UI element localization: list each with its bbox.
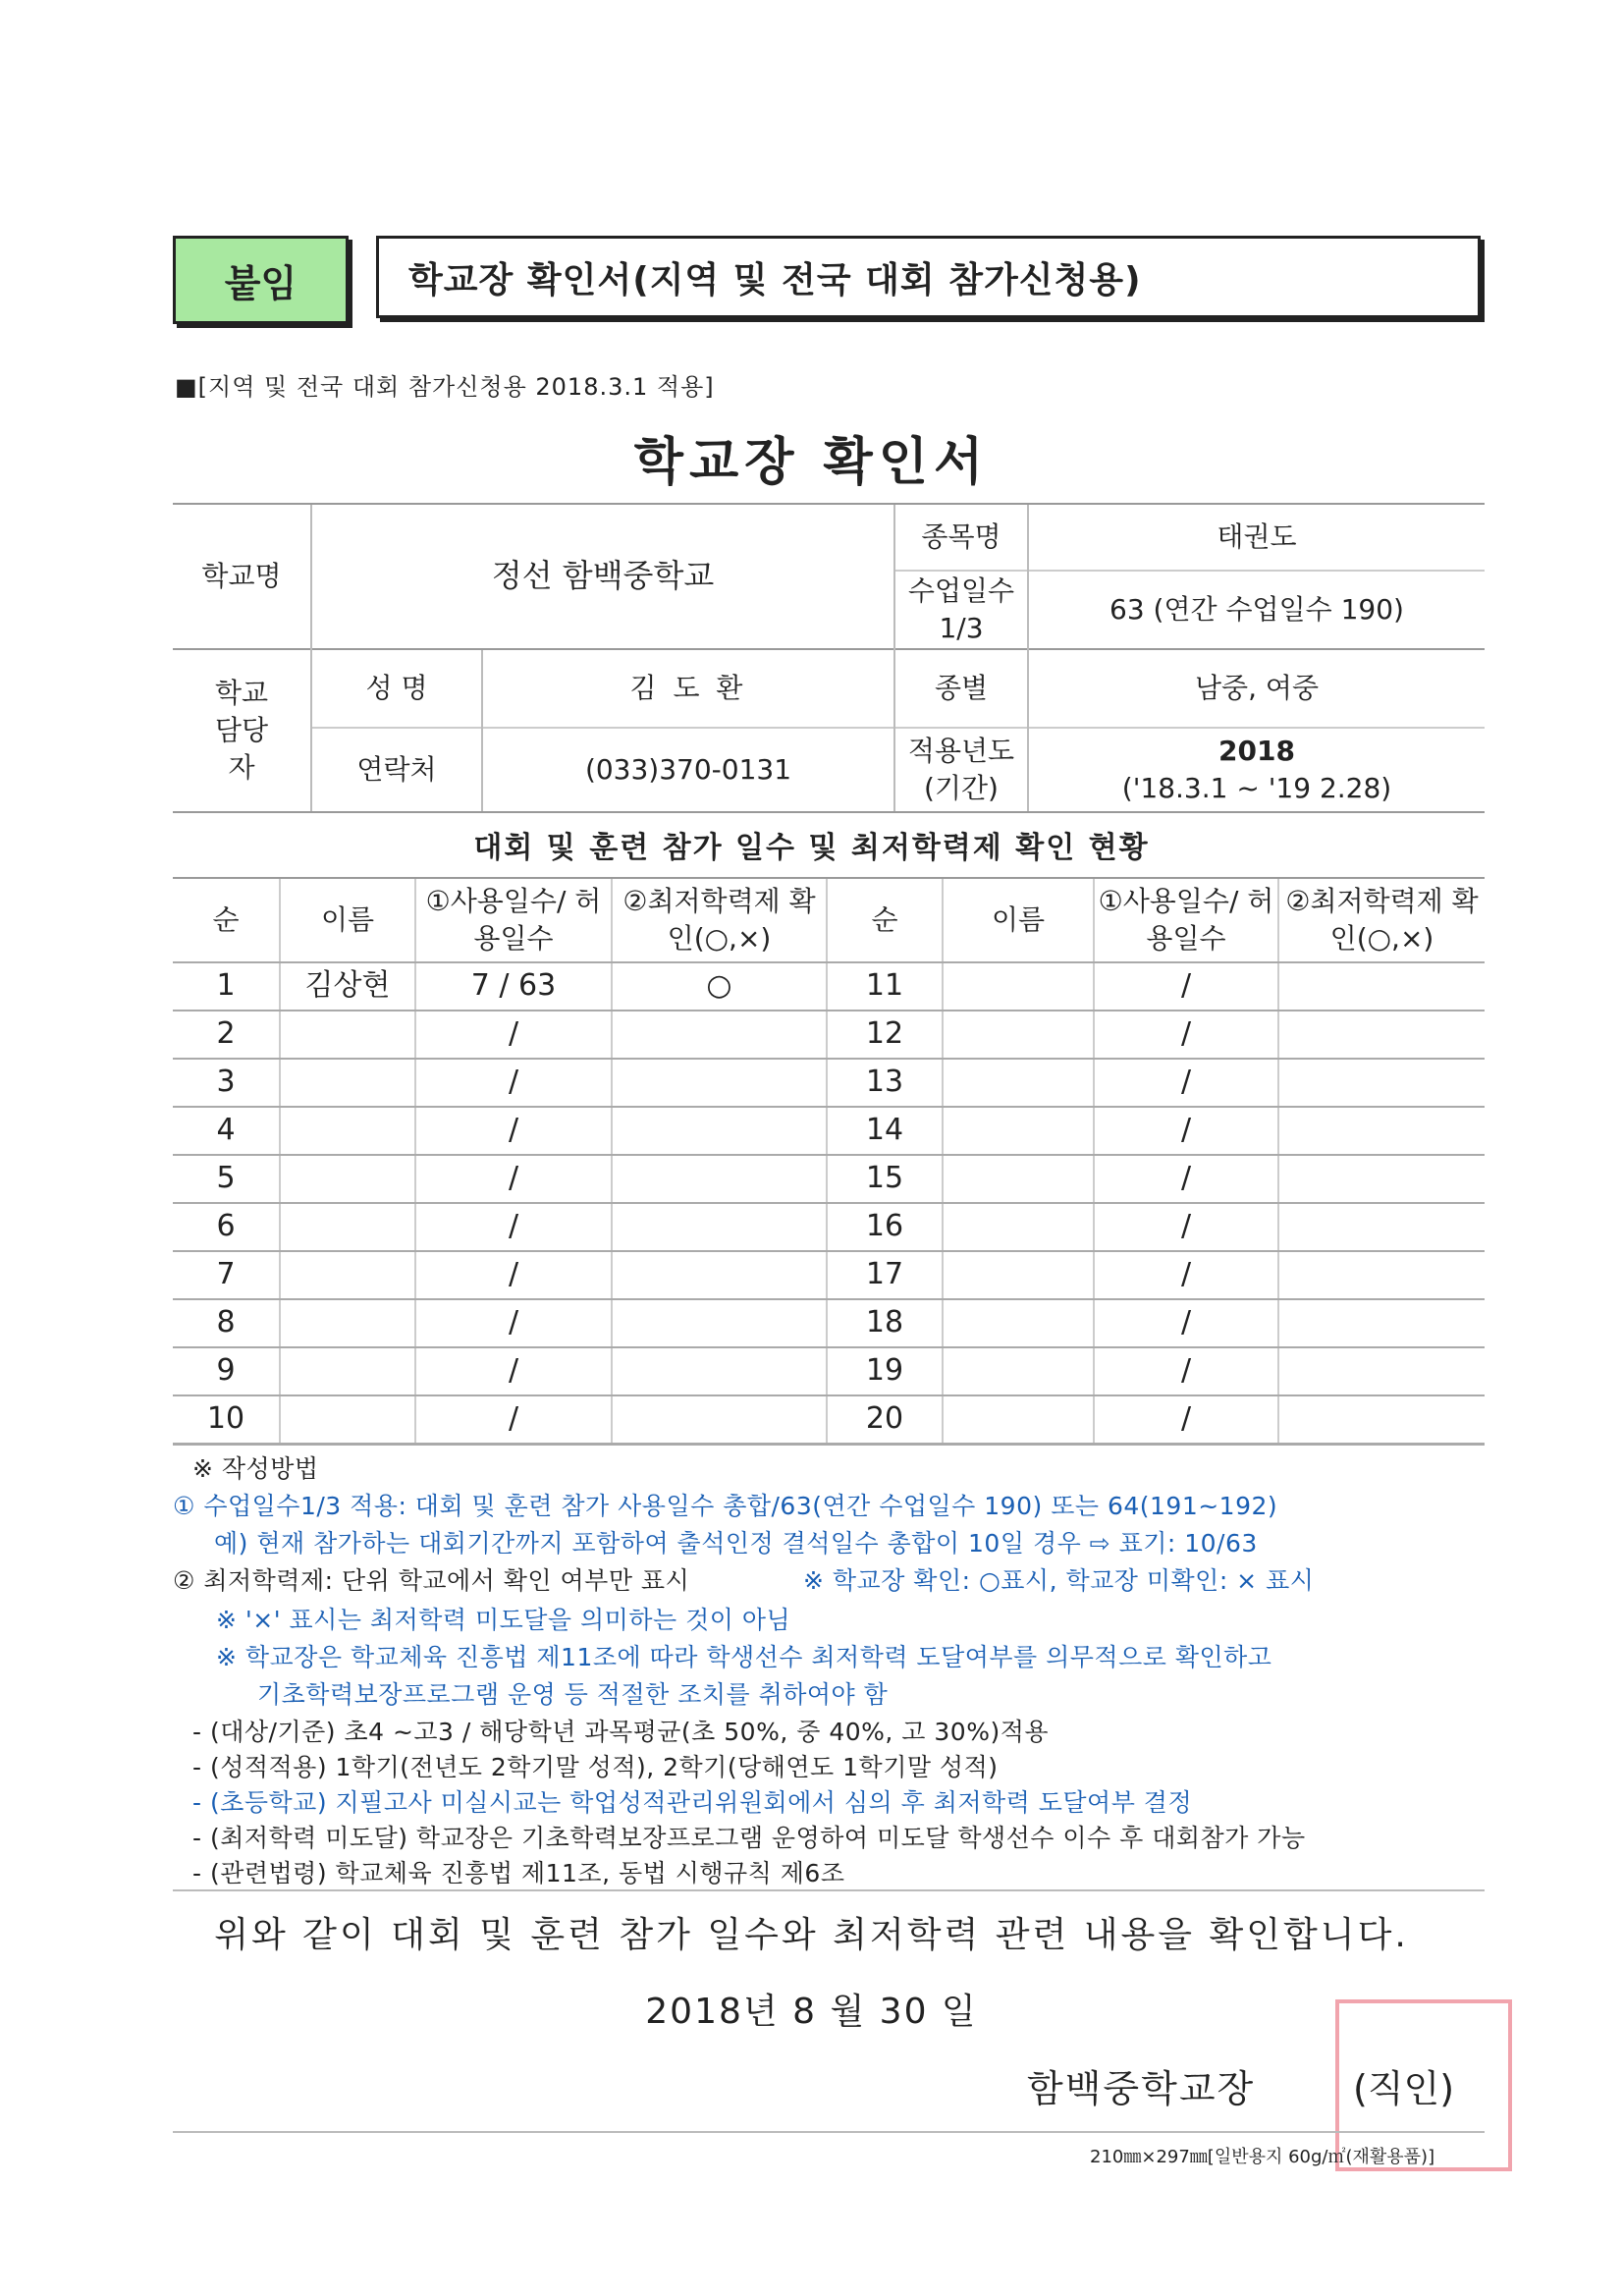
student-name-cell (281, 1060, 416, 1106)
use-days-cell: / (416, 1108, 613, 1154)
use-days-cell: / (416, 1060, 613, 1106)
use-days-cell: / (1095, 1348, 1279, 1394)
document-title: 학교장 확인서 (633, 433, 990, 492)
bullet-2: - (성적적용) 1학기(전년도 2학기말 성적), 2학기(당해연도 1학기말 성적) (192, 1753, 999, 1781)
bullet-4: - (최저학력 미도달) 학교장은 기초학력보장프로그램 운영하여 미도달 학생선수 이수 후 대회참가 가능 (192, 1824, 1306, 1852)
student-name-cell (944, 1156, 1095, 1202)
header-title: 학교장 확인서(지역 및 전국 대회 참가신청용) (408, 259, 1142, 301)
row-number-cell: 1 (173, 963, 281, 1010)
use-days-cell: / (1095, 1011, 1279, 1058)
student-name-cell (944, 1060, 1095, 1106)
achievement-check-cell (1279, 1396, 1485, 1443)
row-number-cell: 9 (173, 1348, 281, 1394)
row-number-cell: 4 (173, 1108, 281, 1154)
use-days-cell: / (1095, 1108, 1279, 1154)
use-days-cell: / (1095, 1156, 1279, 1202)
table-row (173, 963, 1485, 1011)
note-2b: ※ 학교장 확인: ○표시, 학교장 미확인: × 표시 (803, 1566, 1315, 1595)
use-days-cell: / (1095, 1300, 1279, 1346)
student-name-cell (281, 1348, 416, 1394)
table-row (173, 1396, 1485, 1445)
contact-value: (033)370-0131 (584, 753, 792, 787)
student-name-cell (281, 1396, 416, 1443)
row-number-cell: 14 (828, 1108, 944, 1154)
header-name: 이름 (944, 879, 1095, 961)
use-days-cell: / (416, 1156, 613, 1202)
row-number-cell: 6 (173, 1204, 281, 1250)
year-value: 2018 (1218, 735, 1295, 768)
achievement-check-cell (1279, 1300, 1485, 1346)
note-3: ※ '×' 표시는 최저학력 미도달을 의미하는 것이 아님 (216, 1606, 791, 1634)
table-row (173, 1011, 1485, 1060)
student-name-cell (281, 1252, 416, 1298)
achievement-check-cell (1279, 1204, 1485, 1250)
header-check: ②최저학력제 확인(○,×) (613, 879, 828, 961)
section-title: 대회 및 훈련 참가 일수 및 최저학력제 확인 현황 (473, 831, 1150, 865)
use-days-cell: / (1095, 1252, 1279, 1298)
use-days-cell: 7 / 63 (416, 963, 613, 1010)
event-value: 태권도 (1217, 520, 1297, 554)
achievement-check-cell (1279, 1252, 1485, 1298)
use-days-cell: / (1095, 963, 1279, 1010)
category-value: 남중, 여중 (1195, 672, 1319, 705)
days-label: 수업일수 1/3 (907, 574, 1015, 644)
achievement-check-cell (613, 1060, 828, 1106)
use-days-cell: / (416, 1252, 613, 1298)
note-1b: 예) 현재 참가하는 대회기간까지 포함하여 출석인정 결석일수 총합이 10일 경우 ⇨ 표기: 10/63 (214, 1529, 1258, 1558)
student-name-cell (281, 1156, 416, 1202)
roster-body (173, 963, 1485, 1445)
name-value: 김 도 환 (629, 672, 747, 705)
table-row (173, 1348, 1485, 1396)
achievement-check-cell (613, 1252, 828, 1298)
use-days-cell: / (1095, 1060, 1279, 1106)
achievement-check-cell (1279, 1011, 1485, 1058)
seal-label: (직인) (1353, 2067, 1455, 2110)
row-number-cell: 11 (828, 963, 944, 1010)
row-number-cell: 16 (828, 1204, 944, 1250)
student-name-cell (944, 1396, 1095, 1443)
achievement-check-cell (613, 1300, 828, 1346)
header-use-days: ①사용일수/ 허용일수 (416, 879, 613, 961)
achievement-check-cell (1279, 1348, 1485, 1394)
school-label: 학교명 (201, 560, 282, 593)
student-name-cell (944, 1348, 1095, 1394)
info-divider (173, 811, 1485, 813)
row-number-cell: 12 (828, 1011, 944, 1058)
student-name-cell (944, 1204, 1095, 1250)
achievement-check-cell (1279, 963, 1485, 1010)
student-name-cell (944, 1252, 1095, 1298)
table-row (173, 1060, 1485, 1108)
category-label: 종별 (934, 672, 989, 705)
note-4b: 기초학력보장프로그램 운영 등 적절한 조치를 취하여야 함 (257, 1680, 889, 1709)
student-name-cell (944, 1011, 1095, 1058)
student-name-cell (944, 1300, 1095, 1346)
principal-name: 함백중학교장 (1027, 2067, 1256, 2110)
achievement-check-cell (1279, 1156, 1485, 1202)
use-days-cell: / (416, 1204, 613, 1250)
paper-spec-footer: 210㎜×297㎜[일반용지 60g/㎡(재활용품)] (1090, 2147, 1435, 2167)
row-number-cell: 7 (173, 1252, 281, 1298)
bullet-3: - (초등학교) 지필고사 미실시교는 학업성적관리위원회에서 심의 후 최저학력 도달여부 결정 (192, 1788, 1193, 1817)
table-row (173, 1156, 1485, 1204)
use-days-cell: / (416, 1348, 613, 1394)
student-name-cell (281, 1300, 416, 1346)
bullet-5: - (관련법령) 학교체육 진흥법 제11조, 동법 시행규칙 제6조 (192, 1859, 845, 1887)
subheader: ■[지역 및 전국 대회 참가신청용 2018.3.1 적용] (175, 373, 715, 401)
use-days-cell: / (1095, 1396, 1279, 1443)
table-row (173, 1108, 1485, 1156)
row-number-cell: 2 (173, 1011, 281, 1058)
note-2a: ② 최저학력제: 단위 학교에서 확인 여부만 표시 (173, 1566, 690, 1595)
use-days-cell: / (416, 1011, 613, 1058)
bullet-1: - (대상/기준) 초4 ~고3 / 해당학년 과목평균(초 50%, 중 40%, 고 30%)적용 (192, 1718, 1049, 1746)
contact-label: 연락처 (356, 753, 437, 787)
row-number-cell: 13 (828, 1060, 944, 1106)
notes-title: ※ 작성방법 (192, 1454, 319, 1483)
student-name-cell (281, 1011, 416, 1058)
year-label: 적용년도 (기간) (907, 735, 1015, 804)
note-4a: ※ 학교장은 학교체육 진흥법 제11조에 따라 학생선수 최저학력 도달여부를 의무적으로 확인하고 (216, 1643, 1272, 1671)
note-1a: ① 수업일수1/3 적용: 대회 및 훈련 참가 사용일수 총합/63(연간 수업일수 190) 또는 64(191~192) (173, 1492, 1278, 1520)
attachment-tag (173, 236, 349, 324)
row-number-cell: 19 (828, 1348, 944, 1394)
name-label: 성 명 (365, 672, 428, 705)
confirmation-statement: 위와 같이 대회 및 훈련 참가 일수와 최저학력 관련 내용을 확인합니다. (214, 1915, 1409, 1955)
row-number-cell: 10 (173, 1396, 281, 1443)
achievement-check-cell (1279, 1108, 1485, 1154)
table-row (173, 1300, 1485, 1348)
row-number-cell: 3 (173, 1060, 281, 1106)
achievement-check-cell (613, 1348, 828, 1394)
use-days-cell: / (416, 1300, 613, 1346)
achievement-check-cell (613, 1011, 828, 1058)
achievement-check-cell (613, 1396, 828, 1443)
notes-bottom-border (173, 1889, 1485, 1891)
use-days-cell: / (416, 1396, 613, 1443)
achievement-check-cell (1279, 1060, 1485, 1106)
row-number-cell: 17 (828, 1252, 944, 1298)
row-number-cell: 8 (173, 1300, 281, 1346)
achievement-check-cell (613, 1204, 828, 1250)
row-number-cell: 18 (828, 1300, 944, 1346)
row-number-cell: 20 (828, 1396, 944, 1443)
attachment-tag-label: 붙임 (224, 261, 298, 305)
period-value: ('18.3.1 ~ '19 2.28) (1121, 772, 1392, 804)
document-date: 2018년 8 월 30 일 (645, 1992, 978, 2032)
row-number-cell: 5 (173, 1156, 281, 1202)
student-name-cell (281, 1204, 416, 1250)
header-name: 이름 (281, 879, 416, 961)
header-use-days: ①사용일수/ 허용일수 (1095, 879, 1279, 961)
row-number-cell: 15 (828, 1156, 944, 1202)
student-name-cell: 김상현 (281, 963, 416, 1010)
days-value: 63 (연간 수업일수 190) (1109, 593, 1404, 627)
header-no: 순 (828, 879, 944, 961)
year-cell (1029, 729, 1485, 811)
header-no: 순 (173, 879, 281, 961)
use-days-cell: / (1095, 1204, 1279, 1250)
student-name-cell (944, 963, 1095, 1010)
achievement-check-cell: ○ (613, 963, 828, 1010)
achievement-check-cell (613, 1108, 828, 1154)
student-name-cell (281, 1108, 416, 1154)
header-title-box (376, 236, 1481, 318)
roster-table (173, 877, 1485, 1445)
footer-border (173, 2131, 1485, 2133)
table-row (173, 1204, 1485, 1252)
staff-label: 학교 담당자 (214, 677, 269, 784)
roster-header (173, 877, 1485, 963)
student-name-cell (944, 1108, 1095, 1154)
school-value: 정선 함백중학교 (491, 557, 715, 595)
roster-bottom-border (173, 1444, 1485, 1446)
achievement-check-cell (613, 1156, 828, 1202)
event-label: 종목명 (921, 520, 1001, 554)
header-check: ②최저학력제 확인(○,×) (1285, 885, 1479, 955)
table-row (173, 1252, 1485, 1300)
